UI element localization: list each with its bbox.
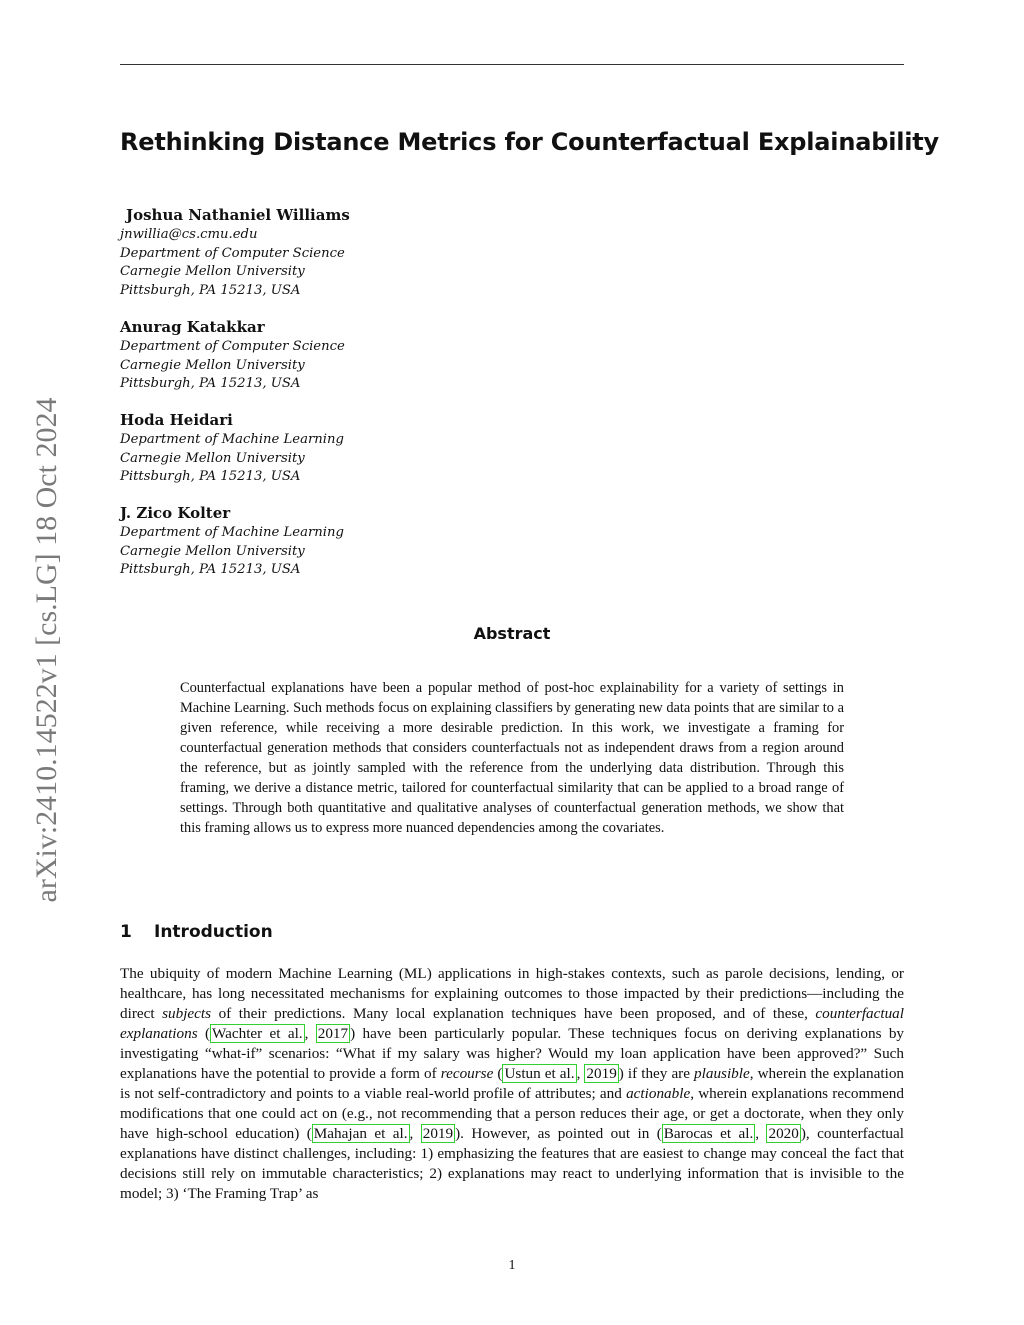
author-block-3	[120, 411, 540, 487]
author-department: Department of Machine Learning	[120, 525, 344, 540]
author-name: Anurag Katakkar	[120, 318, 265, 336]
author-department: Department of Machine Learning	[120, 432, 344, 447]
emphasis-actionable: actionable	[626, 1085, 691, 1102]
author-block-4	[120, 504, 540, 580]
author-department: Department of Computer Science	[120, 245, 345, 261]
emphasis-counterfactual: counterfactual explanations	[120, 1005, 904, 1042]
top-rule	[120, 64, 904, 65]
emphasis-recourse: recourse	[440, 1065, 494, 1082]
citation-link[interactable]: Barocas et al.	[663, 1125, 754, 1142]
citation-link[interactable]: Mahajan et al.	[313, 1125, 408, 1142]
arxiv-stamp-text: arXiv:2410.14522v1 [cs.LG] 18 Oct 2024	[30, 397, 63, 903]
author-university: Carnegie Mellon University	[120, 264, 305, 280]
citation-link[interactable]: Ustun et al.	[504, 1065, 575, 1082]
author-university: Carnegie Mellon University	[120, 450, 305, 466]
author-name: Joshua Nathaniel Williams	[126, 206, 350, 224]
emphasis-subjects: subjects	[162, 1005, 212, 1022]
citation-year-link[interactable]: 2019	[422, 1125, 454, 1142]
text-run: ,	[576, 1065, 585, 1082]
citation-year-link[interactable]: 2017	[317, 1025, 349, 1042]
author-university: Carnegie Mellon University	[120, 543, 305, 559]
author-name: Hoda Heidari	[120, 411, 233, 429]
author-address: Pittsburgh, PA 15213, USA	[120, 282, 301, 298]
text-run: ). However, as pointed out in (	[455, 1125, 662, 1142]
section-heading	[120, 922, 273, 942]
introduction-paragraph	[120, 964, 904, 1204]
text-run: ,	[409, 1125, 421, 1142]
author-address: Pittsburgh, PA 15213, USA	[120, 562, 301, 578]
text-run: ) have been particularly popular. These techniques focus on deriving explanations by investigating “what-if” scenarios: “What if my salary was higher? Would my loan application have been approved?” Such explanations have the potential to provide a form of	[120, 1025, 905, 1082]
section-number: 1	[120, 922, 132, 942]
text-run: , wherein the explanation is not self-contradictory and points to a viable real-world profile of attributes; and	[120, 1065, 905, 1102]
author-department: Department of Computer Science	[120, 339, 345, 354]
author-email[interactable]: jnwillia@cs.cmu.edu	[120, 227, 258, 242]
text-run: The ubiquity of modern Machine Learning (ML) applications in high-stakes contexts, such as parole decisions, lending, or healthcare, has long necessitated mechanisms for explaining outcomes to those impacted by their predictions—including the direct	[120, 965, 904, 1022]
author-university: Carnegie Mellon University	[120, 357, 305, 373]
text-run: ), counterfactual explanations have distinct challenges, including: 1) emphasizing the features that are easiest to change may conceal the fact that decisions still rely on immutable characteristics; 2) explanations may react to underlying information that is invisible to the model; 3) ‘The Framing Trap’ as	[120, 1125, 904, 1202]
author-name: J. Zico Kolter	[120, 504, 231, 522]
author-address: Pittsburgh, PA 15213, USA	[120, 469, 301, 485]
page-number: 1	[508, 1258, 516, 1273]
citation-year-link[interactable]: 2020	[768, 1125, 799, 1142]
author-block-1	[120, 206, 540, 300]
text-run: , wherein explanations recommend modifications that one could act on (e.g., not recommending that a person reduces their age, or get a doctorate, when they only have high-school education) (	[120, 1085, 904, 1142]
text-run: (	[197, 1025, 211, 1042]
author-block-2	[120, 318, 540, 394]
section-title: Introduction	[154, 922, 273, 942]
author-address: Pittsburgh, PA 15213, USA	[120, 376, 301, 392]
citation-year-link[interactable]: 2019	[586, 1065, 617, 1082]
arxiv-stamp	[26, 360, 68, 940]
text-run: of their predictions. Many local explanation techniques have been proposed, and of these,	[211, 1005, 816, 1022]
abstract-text: Counterfactual explanations have been a popular method of post-hoc explainability for a variety of settings in Machine Learning. Such methods focus on explaining classifiers by generating new data points that are similar to a given reference, while receiving a more desirable prediction. In this work, we investigate a framing for counterfactual generation methods that considers counterfactuals not as independent draws from a region around the reference, but as jointly sampled with the reference from the underlying data distribution. Through this framing, we derive a distance metric, tailored for counterfactual similarity that can be applied to a broad range of settings. Through both quantitative and qualitative analyses of counterfactual generation methods, we show that this framing allows us to express more nuanced dependencies among the covariates.	[180, 680, 844, 836]
text-run: ,	[755, 1125, 767, 1142]
abstract-heading: Abstract	[473, 624, 551, 643]
text-run: (	[493, 1065, 503, 1082]
emphasis-plausible: plausible	[694, 1065, 750, 1082]
text-run: ) if they are	[618, 1065, 695, 1082]
paper-title: Rethinking Distance Metrics for Counterfactual Explainability	[120, 128, 939, 156]
text-run: ,	[304, 1025, 316, 1042]
citation-link[interactable]: Wachter et al.	[212, 1025, 303, 1042]
